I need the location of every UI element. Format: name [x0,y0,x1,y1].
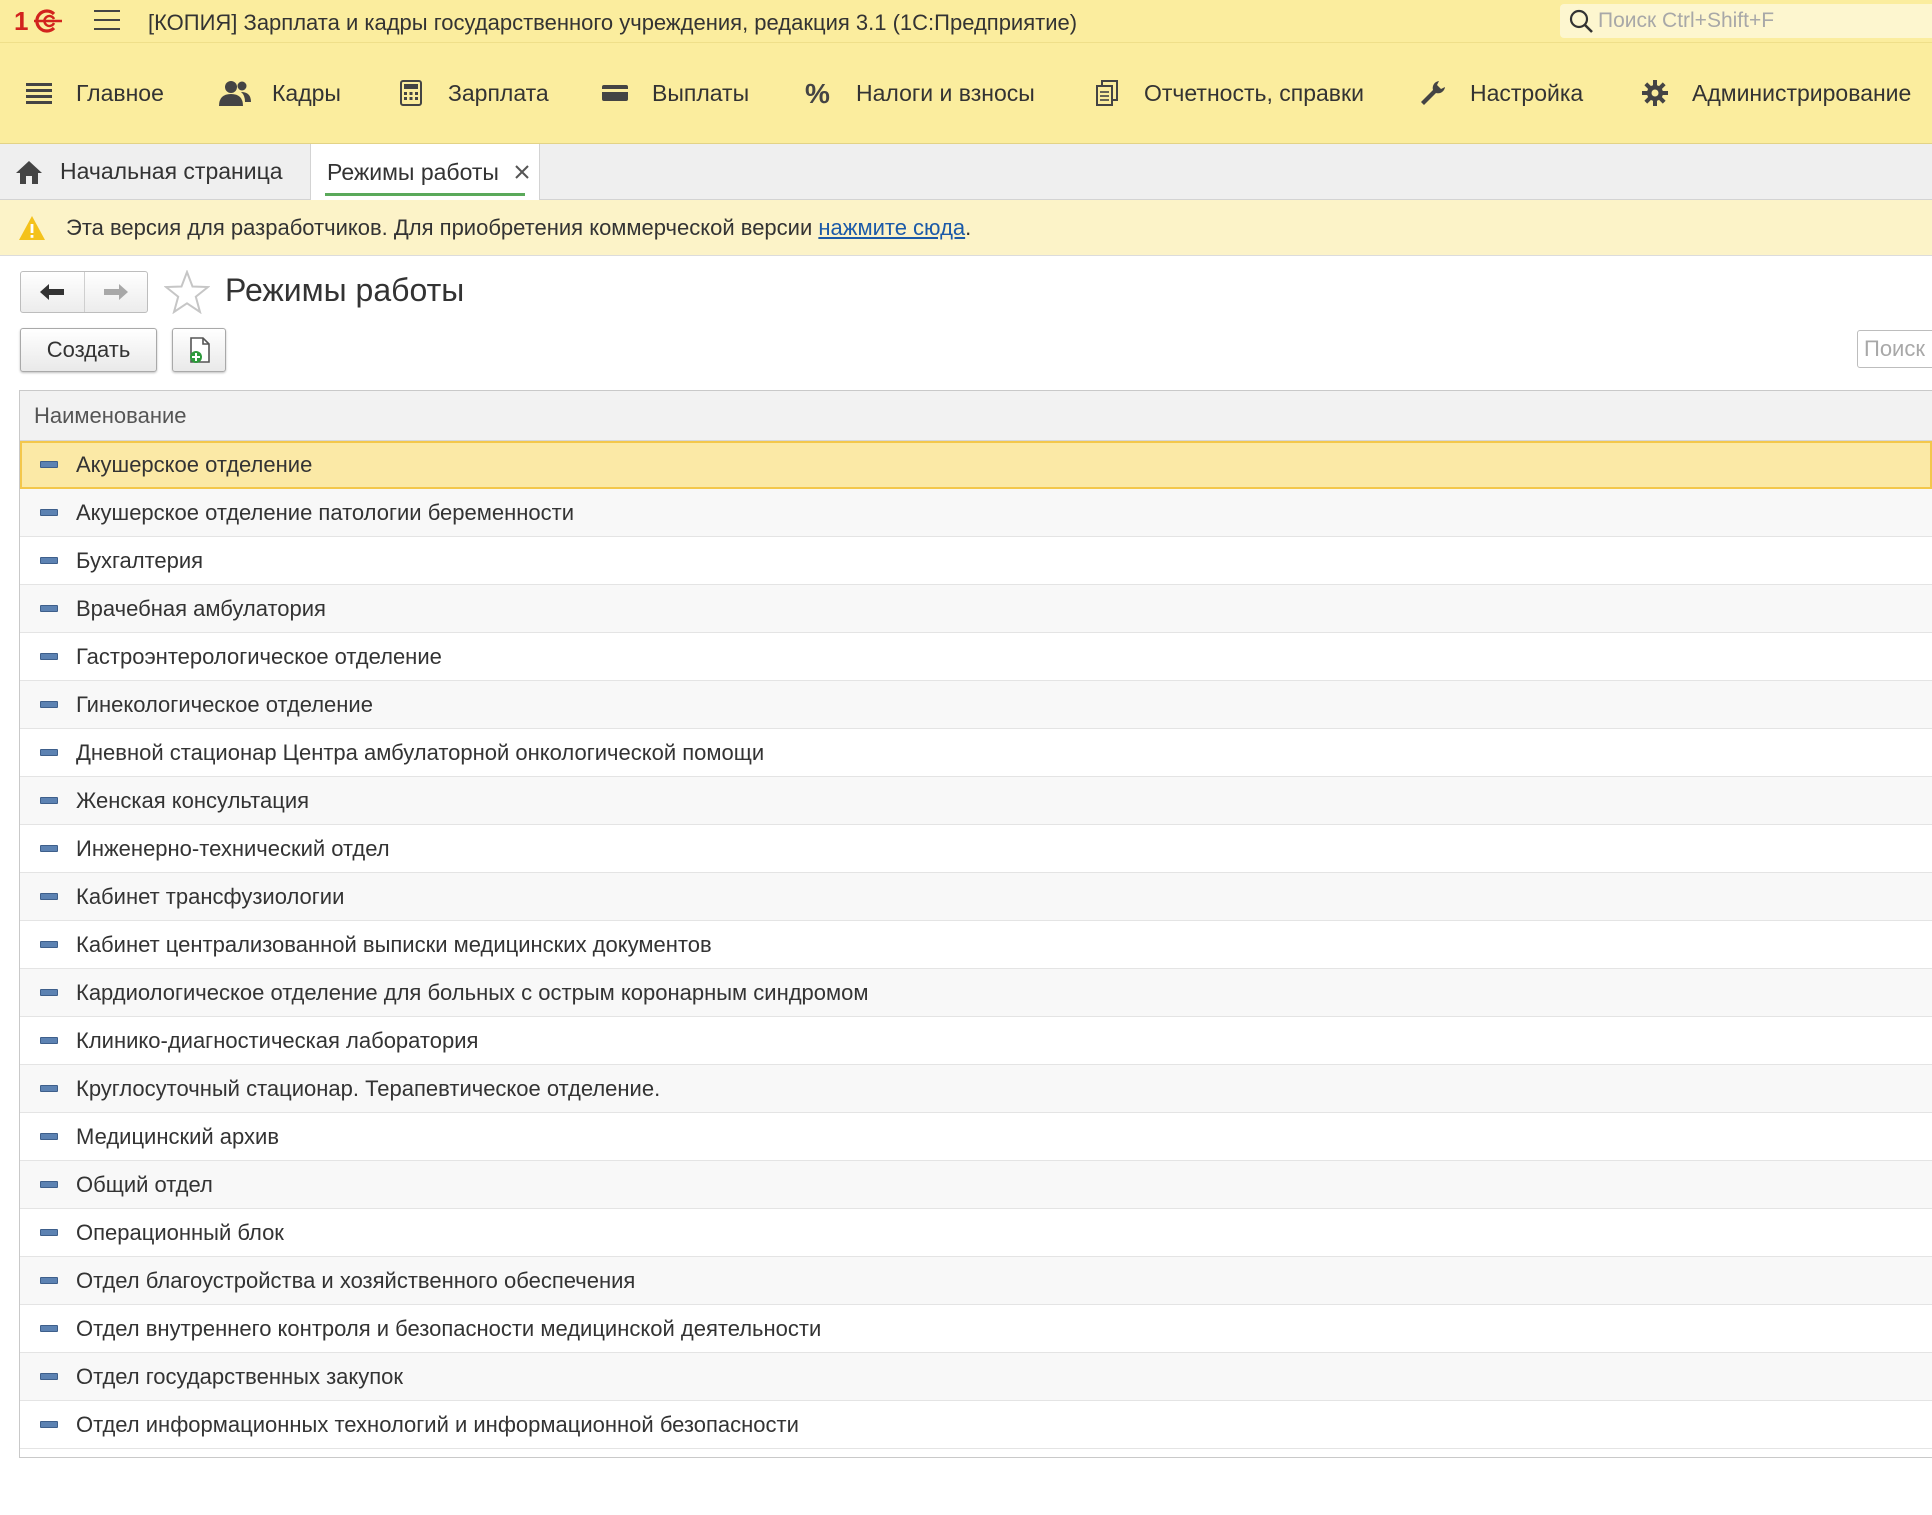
catalog-item-icon [40,893,58,900]
table-row[interactable] [20,921,1932,969]
section-label: Отчетность, справки [1144,79,1364,106]
row-name: Клинико-диагностическая лаборатория [76,1027,479,1053]
search-icon [1568,8,1594,34]
catalog-item-icon [40,1277,58,1284]
table-row[interactable] [20,1305,1932,1353]
row-name: Гинекологическое отделение [76,691,373,717]
arrow-left-icon [39,283,65,301]
purchase-link[interactable]: нажмите сюда [818,214,966,240]
row-name: Кабинет централизованной выписки медицинских документов [76,931,712,957]
catalog-item-icon [40,1373,58,1380]
tab-home[interactable] [0,144,283,199]
gear-icon [1638,76,1672,110]
table-row[interactable] [20,1209,1932,1257]
table-row[interactable] [20,441,1932,489]
global-search-input[interactable] [1598,9,1918,33]
row-name: Гастроэнтерологическое отделение [76,643,442,669]
warning-icon [18,215,46,241]
table-row[interactable] [20,969,1932,1017]
section-settings[interactable] [1416,43,1583,143]
row-name: Медицинский архив [76,1123,280,1149]
row-name: Бухгалтерия [76,547,204,573]
create-button[interactable]: Создать [20,328,157,372]
table-row[interactable] [20,729,1932,777]
row-name: Круглосуточный стационар. Терапевтическое отделение. [76,1075,661,1101]
forward-button[interactable] [84,272,147,312]
section-label: Настройка [1470,79,1584,106]
tab-home-label: Начальная страница [60,158,283,184]
section-admin[interactable] [1638,43,1911,143]
catalog-item-icon [40,797,58,804]
section-reports[interactable] [1090,43,1364,143]
table-row[interactable] [20,1401,1932,1449]
list-search-input[interactable] [1857,330,1932,368]
table-row[interactable] [20,1161,1932,1209]
title-bar [0,0,1932,42]
back-button[interactable] [21,272,84,312]
close-icon[interactable] [513,163,531,181]
section-label: Налоги и взносы [856,79,1035,106]
catalog-item-icon [40,509,58,516]
form-title: Режимы работы [225,272,465,308]
wrench-icon [1416,76,1450,110]
table-row[interactable] [20,585,1932,633]
people-icon [218,76,252,110]
global-search[interactable] [1560,4,1932,38]
row-name: Отдел государственных закупок [76,1363,404,1389]
section-salary[interactable] [394,43,549,143]
row-name: Отдел внутреннего контроля и безопасности медицинской деятельности [76,1315,822,1341]
table-row[interactable] [20,1113,1932,1161]
row-name: Врачебная амбулатория [76,595,326,621]
section-label: Выплаты [652,79,750,106]
section-label: Зарплата [448,79,549,106]
table-row[interactable] [20,777,1932,825]
catalog-item-icon [40,989,58,996]
table-body [20,441,1932,1449]
catalog-item-icon [40,557,58,564]
section-taxes[interactable] [802,43,1035,143]
documents-icon [1090,76,1124,110]
section-label: Кадры [272,79,341,106]
catalog-item-icon [40,1181,58,1188]
section-label: Главное [76,79,164,106]
catalog-item-icon [40,845,58,852]
row-name: Кардиологическое отделение для больных с острым коронарным синдромом [76,979,869,1005]
catalog-item-icon [40,1229,58,1236]
home-icon [14,157,44,187]
row-name: Дневной стационар Центра амбулаторной онкологической помощи [76,739,765,765]
favorite-star-icon[interactable] [164,270,210,314]
row-name: Женская консультация [76,787,310,813]
percent-icon [802,76,836,110]
catalog-item-icon [40,653,58,660]
table-row[interactable] [20,681,1932,729]
history-nav [20,271,148,313]
tab-active-label: Режимы работы [327,158,499,185]
sections-panel [0,42,1932,144]
1c-logo-icon[interactable] [14,6,62,36]
catalog-item-icon [40,749,58,756]
catalog-item-icon [40,701,58,708]
svg-text:1: 1 [14,6,29,36]
developer-version-warning [0,200,1932,256]
catalog-item-icon [40,1037,58,1044]
tab-work-modes[interactable] [310,144,540,200]
catalog-item-icon [40,461,58,468]
copy-button[interactable] [172,328,226,372]
menu-lines-icon [22,76,56,110]
row-name: Акушерское отделение [76,452,313,477]
section-payments[interactable] [598,43,749,143]
copy-document-icon [186,336,212,364]
catalog-item-icon [40,605,58,612]
table-row[interactable] [20,633,1932,681]
warning-suffix: . [965,214,972,240]
open-windows-bar [0,144,1932,200]
catalog-item-icon [40,1421,58,1428]
arrow-right-icon [103,283,129,301]
row-name: Операционный блок [76,1219,284,1245]
section-hr[interactable] [218,43,341,143]
row-name: Общий отдел [76,1171,213,1197]
warning-message [66,215,971,241]
table-row[interactable] [20,1353,1932,1401]
row-name: Кабинет трансфузиологии [76,883,345,909]
main-menu-icon[interactable] [94,10,120,32]
row-name: Отдел информационных технологий и информационной безопасности [76,1411,799,1437]
section-label: Администрирование [1692,79,1912,106]
svg-text:%: % [805,80,830,106]
app-title: [КОПИЯ] Зарплата и кадры государственного учреждения, редакция 3.1 (1С:Предприятие) [148,10,1078,35]
table-row[interactable] [20,825,1932,873]
catalog-item-icon [40,1085,58,1092]
catalog-item-icon [40,1325,58,1332]
table-row[interactable] [20,537,1932,585]
catalog-item-icon [40,941,58,948]
warning-text: Эта версия для разработчиков. Для приобретения коммерческой версии [66,214,819,240]
table-row[interactable] [20,1065,1932,1113]
table-row[interactable] [20,1017,1932,1065]
column-header-name[interactable]: Наименование [20,391,1932,441]
catalog-item-icon [40,1133,58,1140]
table-row[interactable] [20,873,1932,921]
work-modes-table [19,390,1932,1458]
row-name: Акушерское отделение патологии беременности [76,499,575,525]
table-row[interactable] [20,1257,1932,1305]
section-main[interactable] [22,43,164,143]
calculator-icon [394,76,428,110]
row-name: Инженерно-технический отдел [76,835,390,861]
wallet-icon [598,76,632,110]
row-name: Отдел благоустройства и хозяйственного обеспечения [76,1267,636,1293]
table-row[interactable] [20,489,1932,537]
